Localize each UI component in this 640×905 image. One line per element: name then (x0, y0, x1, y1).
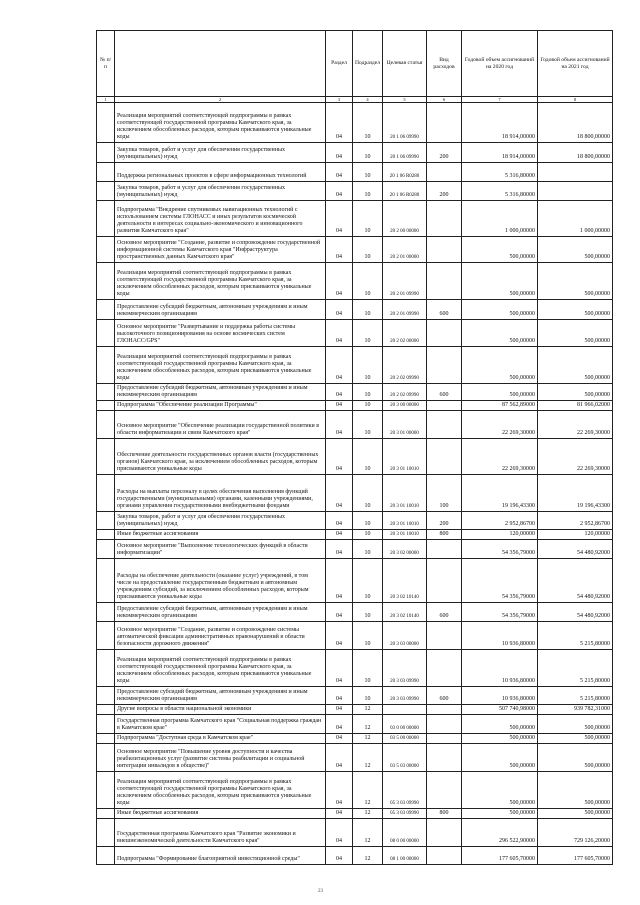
row-razdel: 04 (326, 201, 353, 237)
row-number (97, 530, 115, 540)
row-name: Основное мероприятие "Развертывание и поддержка работы системы высокоточного позиционирования на основе космических систем ГЛОНАСС/GPS" (115, 320, 326, 347)
row-target-article: 20 3 01 10010 (383, 439, 427, 475)
table-row (97, 540, 613, 559)
row-expense-type (427, 320, 462, 347)
row-amount-2021: 22 269,30000 (538, 439, 613, 475)
row-podrazdel: 10 (353, 300, 383, 320)
row-target-article: 20 3 03 09990 (383, 650, 427, 687)
table-row (97, 103, 613, 143)
row-amount-2020: 500,00000 (462, 347, 538, 384)
row-target-article: 20 3 03 00000 (383, 622, 427, 650)
row-podrazdel: 12 (353, 847, 383, 865)
row-razdel: 04 (326, 237, 353, 263)
row-podrazdel: 10 (353, 237, 383, 263)
row-target-article (383, 705, 427, 715)
row-razdel: 04 (326, 530, 353, 540)
row-razdel: 04 (326, 650, 353, 687)
table-row (97, 320, 613, 347)
table-row (97, 809, 613, 819)
table-row (97, 734, 613, 744)
row-amount-2021: 177 605,70000 (538, 847, 613, 865)
row-amount-2020: 2 952,86700 (462, 512, 538, 530)
row-expense-type: 800 (427, 809, 462, 819)
col-number: 1 (97, 97, 115, 103)
budget-table (96, 30, 613, 865)
row-podrazdel: 10 (353, 603, 383, 622)
row-podrazdel: 12 (353, 715, 383, 734)
col-number: 7 (462, 97, 538, 103)
row-razdel: 04 (326, 103, 353, 143)
row-podrazdel: 10 (353, 201, 383, 237)
row-razdel: 04 (326, 512, 353, 530)
row-razdel: 04 (326, 809, 353, 819)
row-amount-2020: 5 316,80000 (462, 182, 538, 201)
row-number (97, 103, 115, 143)
table-row (97, 687, 613, 705)
row-name: Реализация мероприятий соответствующей подпрограммы в рамках соответствующей государственной программы Камчатского края, за исключением обособленных расходов, которым присваиваются уникальные коды (115, 347, 326, 384)
row-name: Расходы на обеспечение деятельности (оказание услуг) учреждений, в том числе на предоставление государственным бюджетным и автономным учреждениям субсидий, за исключением обособленных расходов, которым присваиваются уникальные коды (115, 559, 326, 603)
row-amount-2020: 19 196,43300 (462, 475, 538, 512)
row-podrazdel: 12 (353, 819, 383, 847)
row-target-article: 20 2 02 09990 (383, 384, 427, 401)
row-amount-2020: 500,00000 (462, 809, 538, 819)
row-amount-2020: 500,00000 (462, 384, 538, 401)
row-name: Иные бюджетные ассигнования (115, 530, 326, 540)
row-razdel: 04 (326, 847, 353, 865)
row-amount-2021: 939 782,31000 (538, 705, 613, 715)
row-name: Основное мероприятие "Повышение уровня доступности и качества реабилитационных услуг (развитие системы реабилитации и социальной интеграции инвалидов в обществе)" (115, 744, 326, 772)
row-amount-2021: 729 126,20000 (538, 819, 613, 847)
row-razdel: 04 (326, 163, 353, 182)
row-number (97, 475, 115, 512)
row-target-article: 20 1 06 R0280 (383, 182, 427, 201)
row-podrazdel: 10 (353, 475, 383, 512)
row-name: Реализация мероприятий соответствующей подпрограммы в рамках соответствующей государственной программы Камчатского края, за исключением обособленных расходов, которым присваиваются уникальные коды (115, 103, 326, 143)
row-amount-2020: 500,00000 (462, 772, 538, 809)
row-razdel: 04 (326, 384, 353, 401)
row-podrazdel: 10 (353, 347, 383, 384)
row-amount-2021: 500,00000 (538, 734, 613, 744)
row-name: Расходы на выплаты персоналу в целях обеспечения выполнения функций государственными (муниципальными) органами, казенными учреждениями, органами управления государственными внебюджетными фондами (115, 475, 326, 512)
row-expense-type: 600 (427, 603, 462, 622)
row-number (97, 411, 115, 439)
table-row (97, 603, 613, 622)
row-name: Реализация мероприятий соответствующей подпрограммы в рамках соответствующей государственной программы Камчатского края, за исключением обособленных расходов, которым присваиваются уникальные коды (115, 650, 326, 687)
row-target-article: 20 3 01 10010 (383, 530, 427, 540)
row-name: Реализация мероприятий соответствующей подпрограммы в рамках соответствующей государственной программы Камчатского края, за исключением обособленных расходов, которым присваиваются уникальные коды (115, 772, 326, 809)
row-expense-type: 600 (427, 687, 462, 705)
row-podrazdel: 10 (353, 439, 383, 475)
row-expense-type (427, 103, 462, 143)
row-expense-type (427, 263, 462, 300)
table-row (97, 439, 613, 475)
row-amount-2021: 500,00000 (538, 237, 613, 263)
row-amount-2020: 500,00000 (462, 263, 538, 300)
row-expense-type: 200 (427, 512, 462, 530)
row-amount-2021 (538, 163, 613, 182)
row-amount-2020: 177 605,70000 (462, 847, 538, 865)
row-razdel: 04 (326, 263, 353, 300)
row-amount-2020: 87 562,89000 (462, 401, 538, 411)
row-podrazdel: 10 (353, 401, 383, 411)
row-expense-type (427, 622, 462, 650)
row-target-article: 20 1 06 R0280 (383, 163, 427, 182)
row-target-article: 20 2 01 00000 (383, 237, 427, 263)
row-amount-2020: 500,00000 (462, 300, 538, 320)
header-year-2020: Годовой объем ассигнований на 2020 год (462, 31, 538, 97)
row-number (97, 540, 115, 559)
row-amount-2021 (538, 182, 613, 201)
row-target-article: 20 3 02 10140 (383, 603, 427, 622)
row-podrazdel: 12 (353, 772, 383, 809)
row-podrazdel: 10 (353, 530, 383, 540)
row-expense-type (427, 734, 462, 744)
row-amount-2021: 500,00000 (538, 809, 613, 819)
row-name: Предоставление субсидий бюджетным, автономным учреждениям и иным некоммерческим организациям (115, 384, 326, 401)
row-target-article: 20 1 06 09990 (383, 143, 427, 163)
row-razdel: 04 (326, 622, 353, 650)
row-razdel: 04 (326, 744, 353, 772)
row-target-article: 03 5 03 00000 (383, 744, 427, 772)
row-target-article: 20 2 01 09990 (383, 263, 427, 300)
row-amount-2020: 296 522,90000 (462, 819, 538, 847)
row-expense-type (427, 819, 462, 847)
row-podrazdel: 10 (353, 320, 383, 347)
row-name: Закупка товаров, работ и услуг для обеспечения государственных (муниципальных) нужд (115, 182, 326, 201)
row-amount-2021: 500,00000 (538, 772, 613, 809)
row-number (97, 705, 115, 715)
row-razdel: 04 (326, 603, 353, 622)
row-expense-type: 200 (427, 143, 462, 163)
table-row (97, 705, 613, 715)
table-row (97, 530, 613, 540)
row-name: Предоставление субсидий бюджетным, автономным учреждениям и иным некоммерческим организациям (115, 687, 326, 705)
row-razdel: 04 (326, 559, 353, 603)
row-number (97, 182, 115, 201)
row-expense-type (427, 715, 462, 734)
row-amount-2021: 500,00000 (538, 744, 613, 772)
table-row (97, 847, 613, 865)
header-target-article: Целевая статья (383, 31, 427, 97)
row-name: Другие вопросы в области национальной экономики (115, 705, 326, 715)
row-name: Основное мероприятие "Создание, развитие и сопровождение системы автоматической фиксации административных правонарушений в области безопасности дорожного движения" (115, 622, 326, 650)
row-name: Государственная программа Камчатского края "Развитие экономики и внешнеэкономической деятельности Камчатского края" (115, 819, 326, 847)
row-razdel: 04 (326, 439, 353, 475)
row-expense-type (427, 744, 462, 772)
row-target-article: 20 3 02 10140 (383, 559, 427, 603)
row-amount-2020: 500,00000 (462, 237, 538, 263)
row-name: Поддержка региональных проектов в сфере информационных технологий (115, 163, 326, 182)
row-amount-2020: 54 356,79000 (462, 603, 538, 622)
row-razdel: 04 (326, 734, 353, 744)
row-amount-2020: 22 269,30000 (462, 439, 538, 475)
table-row (97, 201, 613, 237)
row-razdel: 04 (326, 687, 353, 705)
header-podrazdel: Подраздел (353, 31, 383, 97)
row-target-article: 05 3 03 09990 (383, 809, 427, 819)
row-name: Основное мероприятие "Обеспечение реализации государственной политики в области информатизации и связи Камчатского края" (115, 411, 326, 439)
row-number (97, 734, 115, 744)
row-amount-2021: 18 800,00000 (538, 143, 613, 163)
row-amount-2020: 54 356,79000 (462, 540, 538, 559)
table-row (97, 650, 613, 687)
row-expense-type (427, 650, 462, 687)
row-expense-type (427, 559, 462, 603)
row-target-article: 03 5 00 00000 (383, 734, 427, 744)
row-name: Предоставление субсидий бюджетным, автономным учреждениям и иным некоммерческим организациям (115, 603, 326, 622)
row-name: Иные бюджетные ассигнования (115, 809, 326, 819)
row-name: Подпрограмма "Формирование благоприятной инвестиционной среды" (115, 847, 326, 865)
row-target-article: 20 2 02 00000 (383, 320, 427, 347)
row-amount-2021: 22 269,30000 (538, 411, 613, 439)
row-expense-type (427, 347, 462, 384)
row-razdel: 04 (326, 705, 353, 715)
col-number: 6 (427, 97, 462, 103)
row-number (97, 512, 115, 530)
col-number: 3 (326, 97, 353, 103)
table-row (97, 263, 613, 300)
row-target-article: 05 3 03 09990 (383, 772, 427, 809)
row-name: Основное мероприятие "Создание, развитие и сопровождение государственной информационной системы Камчатского края "Инфраструктура пространственных данных Камчатского края" (115, 237, 326, 263)
row-target-article: 08 1 00 00000 (383, 847, 427, 865)
row-podrazdel: 10 (353, 512, 383, 530)
row-number (97, 347, 115, 384)
row-amount-2020: 10 936,80000 (462, 687, 538, 705)
row-podrazdel: 10 (353, 103, 383, 143)
row-amount-2020: 1 000,00000 (462, 201, 538, 237)
row-podrazdel: 10 (353, 143, 383, 163)
row-amount-2020: 54 356,79000 (462, 559, 538, 603)
row-expense-type: 100 (427, 475, 462, 512)
row-number (97, 263, 115, 300)
row-expense-type (427, 237, 462, 263)
row-number (97, 622, 115, 650)
row-target-article: 20 1 06 09990 (383, 103, 427, 143)
row-expense-type (427, 411, 462, 439)
row-number (97, 201, 115, 237)
row-amount-2021: 500,00000 (538, 263, 613, 300)
table-row (97, 143, 613, 163)
row-razdel: 04 (326, 401, 353, 411)
row-name: Подпрограмма "Обеспечение реализации Программы" (115, 401, 326, 411)
row-razdel: 04 (326, 320, 353, 347)
row-expense-type (427, 772, 462, 809)
row-amount-2020: 507 740,98000 (462, 705, 538, 715)
row-razdel: 04 (326, 300, 353, 320)
row-number (97, 650, 115, 687)
row-number (97, 237, 115, 263)
table-row (97, 622, 613, 650)
row-amount-2021: 500,00000 (538, 300, 613, 320)
row-target-article: 20 3 01 00000 (383, 411, 427, 439)
table-row (97, 772, 613, 809)
row-number (97, 401, 115, 411)
row-name: Предоставление субсидий бюджетным, автономным учреждениям и иным некоммерческим организациям (115, 300, 326, 320)
row-amount-2021: 500,00000 (538, 320, 613, 347)
row-amount-2021: 5 215,80000 (538, 622, 613, 650)
table-row (97, 819, 613, 847)
header-expense-type: Вид расходов (427, 31, 462, 97)
row-number (97, 603, 115, 622)
row-amount-2021: 54 480,92000 (538, 540, 613, 559)
table-row (97, 182, 613, 201)
row-podrazdel: 10 (353, 384, 383, 401)
row-number (97, 809, 115, 819)
col-number: 8 (538, 97, 613, 103)
page-number: 23 (318, 889, 323, 894)
row-podrazdel: 12 (353, 705, 383, 715)
row-amount-2020: 500,00000 (462, 734, 538, 744)
row-razdel: 04 (326, 143, 353, 163)
row-podrazdel: 10 (353, 687, 383, 705)
row-expense-type (427, 163, 462, 182)
row-podrazdel: 10 (353, 182, 383, 201)
row-amount-2021: 500,00000 (538, 384, 613, 401)
row-podrazdel: 12 (353, 809, 383, 819)
col-number: 5 (383, 97, 427, 103)
row-number (97, 439, 115, 475)
row-name: Основное мероприятие "Выполнение технологических функций в области информатизации" (115, 540, 326, 559)
row-amount-2021: 120,00000 (538, 530, 613, 540)
row-amount-2020: 5 316,80000 (462, 163, 538, 182)
row-podrazdel: 10 (353, 163, 383, 182)
table-row (97, 347, 613, 384)
header-num: № п/п (97, 31, 115, 97)
row-amount-2021: 19 196,43300 (538, 475, 613, 512)
row-amount-2021: 500,00000 (538, 715, 613, 734)
row-name: Подпрограмма "Внедрение спутниковых навигационных технологий с использованием системы ГЛОНАСС и иных результатов космической деятельности в интересах социально-экономического и инновационного развития Камчатского края" (115, 201, 326, 237)
row-razdel: 04 (326, 819, 353, 847)
header-name (115, 31, 326, 97)
table-row (97, 411, 613, 439)
row-amount-2020: 500,00000 (462, 715, 538, 734)
table-row (97, 163, 613, 182)
row-target-article: 20 2 02 09990 (383, 347, 427, 384)
row-target-article: 20 2 00 00000 (383, 201, 427, 237)
row-amount-2020: 10 936,80000 (462, 650, 538, 687)
row-target-article: 20 3 00 00000 (383, 401, 427, 411)
row-amount-2021: 54 480,92000 (538, 603, 613, 622)
row-expense-type: 200 (427, 182, 462, 201)
row-razdel: 04 (326, 411, 353, 439)
row-name: Реализация мероприятий соответствующей подпрограммы в рамках соответствующей государственной программы Камчатского края, за исключением обособленных расходов, которым присваиваются уникальные коды (115, 263, 326, 300)
row-name: Обеспечение деятельности государственных органов власти (государственных органов) Камчатского края, за исключением обособленных расходов, которым присваиваются уникальные коды (115, 439, 326, 475)
row-expense-type (427, 540, 462, 559)
row-number (97, 300, 115, 320)
row-razdel: 04 (326, 347, 353, 384)
row-number (97, 320, 115, 347)
table-header-row (97, 31, 613, 97)
row-number (97, 384, 115, 401)
header-year-2021: Годовой объем ассигнований на 2021 год (538, 31, 613, 97)
row-target-article: 20 3 01 10010 (383, 512, 427, 530)
row-podrazdel: 10 (353, 540, 383, 559)
row-number (97, 715, 115, 734)
row-amount-2020: 10 936,80000 (462, 622, 538, 650)
header-razdel: Раздел (326, 31, 353, 97)
row-name: Закупка товаров, работ и услуг для обеспечения государственных (муниципальных) нужд (115, 512, 326, 530)
row-target-article: 20 2 01 09990 (383, 300, 427, 320)
row-target-article: 03 0 00 00000 (383, 715, 427, 734)
row-target-article: 20 3 01 10010 (383, 475, 427, 512)
row-amount-2021: 81 966,02000 (538, 401, 613, 411)
row-razdel: 04 (326, 540, 353, 559)
table-row (97, 715, 613, 734)
row-expense-type: 600 (427, 300, 462, 320)
table-row (97, 401, 613, 411)
row-amount-2020: 500,00000 (462, 744, 538, 772)
table-row (97, 237, 613, 263)
row-number (97, 687, 115, 705)
row-amount-2020: 500,00000 (462, 320, 538, 347)
row-podrazdel: 10 (353, 622, 383, 650)
col-number: 2 (115, 97, 326, 103)
row-number (97, 744, 115, 772)
table-row (97, 384, 613, 401)
row-expense-type (427, 847, 462, 865)
row-number (97, 847, 115, 865)
row-expense-type: 600 (427, 384, 462, 401)
table-row (97, 475, 613, 512)
row-podrazdel: 10 (353, 411, 383, 439)
row-razdel: 04 (326, 475, 353, 512)
row-amount-2021: 54 480,92000 (538, 559, 613, 603)
row-expense-type: 800 (427, 530, 462, 540)
row-number (97, 772, 115, 809)
row-podrazdel: 12 (353, 744, 383, 772)
row-expense-type (427, 705, 462, 715)
table-row (97, 300, 613, 320)
row-number (97, 163, 115, 182)
row-razdel: 04 (326, 772, 353, 809)
row-amount-2021: 5 215,80000 (538, 687, 613, 705)
row-number (97, 143, 115, 163)
row-podrazdel: 10 (353, 559, 383, 603)
row-number (97, 559, 115, 603)
row-amount-2021: 500,00000 (538, 347, 613, 384)
row-target-article: 20 3 03 09990 (383, 687, 427, 705)
row-razdel: 04 (326, 182, 353, 201)
row-razdel: 04 (326, 715, 353, 734)
row-expense-type (427, 201, 462, 237)
row-expense-type (427, 401, 462, 411)
row-podrazdel: 10 (353, 263, 383, 300)
row-target-article: 08 0 00 00000 (383, 819, 427, 847)
table-row (97, 744, 613, 772)
row-amount-2020: 18 914,00000 (462, 143, 538, 163)
row-target-article: 20 3 02 00000 (383, 540, 427, 559)
row-podrazdel: 10 (353, 650, 383, 687)
col-number: 4 (353, 97, 383, 103)
row-number (97, 819, 115, 847)
row-amount-2021: 2 952,86700 (538, 512, 613, 530)
row-podrazdel: 12 (353, 734, 383, 744)
row-amount-2021: 5 215,80000 (538, 650, 613, 687)
row-amount-2020: 120,00000 (462, 530, 538, 540)
row-name: Подпрограмма "Доступная среда в Камчатском крае" (115, 734, 326, 744)
row-amount-2021: 1 000,00000 (538, 201, 613, 237)
table-body (97, 103, 613, 865)
table-row (97, 559, 613, 603)
row-amount-2020: 22 269,30000 (462, 411, 538, 439)
row-amount-2020: 18 914,00000 (462, 103, 538, 143)
row-name: Закупка товаров, работ и услуг для обеспечения государственных (муниципальных) нужд (115, 143, 326, 163)
table-row (97, 512, 613, 530)
row-expense-type (427, 439, 462, 475)
row-amount-2021: 18 800,00000 (538, 103, 613, 143)
row-name: Государственная программа Камчатского края "Социальная поддержка граждан в Камчатском крае" (115, 715, 326, 734)
